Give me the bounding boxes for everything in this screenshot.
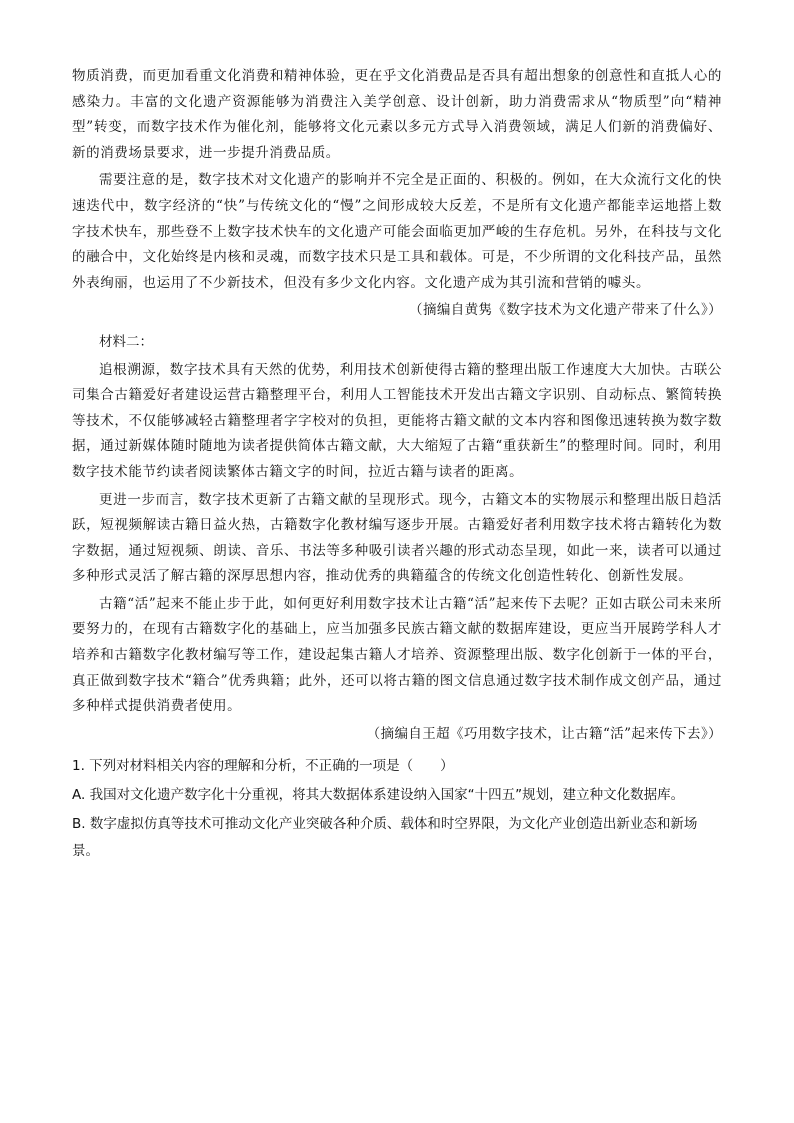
paragraph-continued: 物质消费，而更加看重文化消费和精神体验，更在乎文化消费品是否具有超出想象的创意性和直抵人心的感染力。丰富的文化遗产资源能够为消费注入美学创意、设计创新，助力消费需求从“物质型”向“精神型”转变，而数字技术作为催化剂，能够将文化元素以多元方式导入消费领域，满足人们新的消费偏好、新的消费场景要求，进一步提升消费品质。 — [72, 68, 722, 161]
paragraph: 追根溯源，数字技术具有天然的优势，利用技术创新使得古籍的整理出版工作速度大大加快。古联公司集合古籍爱好者建设运营古籍整理平台，利用人工智能技术开发出古籍文字识别、自动标点、繁简转换等技术，不仅能够减轻古籍整理者字字校对的负担，更能将古籍文献的文本内容和图像迅速转换为数字数据，通过新媒体随时随地为读者提供简体古籍文献，大大缩短了古籍“重获新生”的整理时间。同时，利用数字技术能节约读者阅读繁体古籍文字的时间，拉近古籍与读者的距离。 — [72, 361, 722, 480]
source-citation: （摘编自黄隽《数字技术为文化遗产带来了什么》） — [409, 302, 722, 319]
source-citation: （摘编自王超《巧用数字技术，让古籍“活”起来传下去》） — [366, 725, 722, 742]
question-stem: 1. 下列对材料相关内容的理解和分析，不正确的一项是（ ） — [72, 758, 454, 775]
material-heading: 材料二： — [99, 333, 153, 350]
answer-option-b: B. 数字虚拟仿真等技术可推动文化产业突破各种介质、载体和时空界限，为文化产业创造出新业态和新场景。 — [72, 816, 698, 860]
answer-option-a: A. 我国对文化遗产数字化十分重视，将其大数据体系建设纳入国家“十四五”规划，建立种文化数据库。 — [72, 787, 685, 804]
paragraph: 更进一步而言，数字技术更新了古籍文献的呈现形式。现今，古籍文本的实物展示和整理出版日趋活跃，短视频解读古籍日益火热，古籍数字化教材编写逐步开展。古籍爱好者利用数字技术将古籍转化为数字数据，通过短视频、朗读、音乐、书法等多种吸引读者兴趣的形式动态呈现，如此一来，读者可以通过多种形式灵活了解古籍的深厚思想内容，推动优秀的典籍蕴含的传统文化创造性转化、创新性发展。 — [72, 491, 722, 585]
paragraph: 古籍“活”起来不能止步于此，如何更好利用数字技术让古籍“活”起来传下去呢？正如古联公司未来所要努力的，在现有古籍数字化的基础上，应当加强多民族古籍文献的数据库建设，更应当开展跨学科人才培养和古籍数字化教材编写等工作，建设起集古籍人才培养、资源整理出版、数字化创新于一体的平台，真正做到数字技术“籍合”优秀典籍；此外，还可以将古籍的图文信息通过数字技术制作成文创产品，通过多种样式提供消费者使用。 — [72, 595, 722, 715]
document-body — [72, 64, 722, 865]
paragraph: 需要注意的是，数字技术对文化遗产的影响并不完全是正面的、积极的。例如，在大众流行文化的快速迭代中，数字经济的“快”与传统文化的“慢”之间形成较大反差，不是所有文化遗产都能幸运地搭上数字技术快车，那些登不上数字技术快车的文化遗产可能会面临更加严峻的生存危机。另外，在科技与文化的融合中，文化始终是内核和灵魂，而数字技术只是工具和载体。可是，不少所谓的文化科技产品，虽然外表绚丽，也运用了不少新技术，但没有多少文化内容。文化遗产成为其引流和营销的噱头。 — [72, 172, 722, 291]
